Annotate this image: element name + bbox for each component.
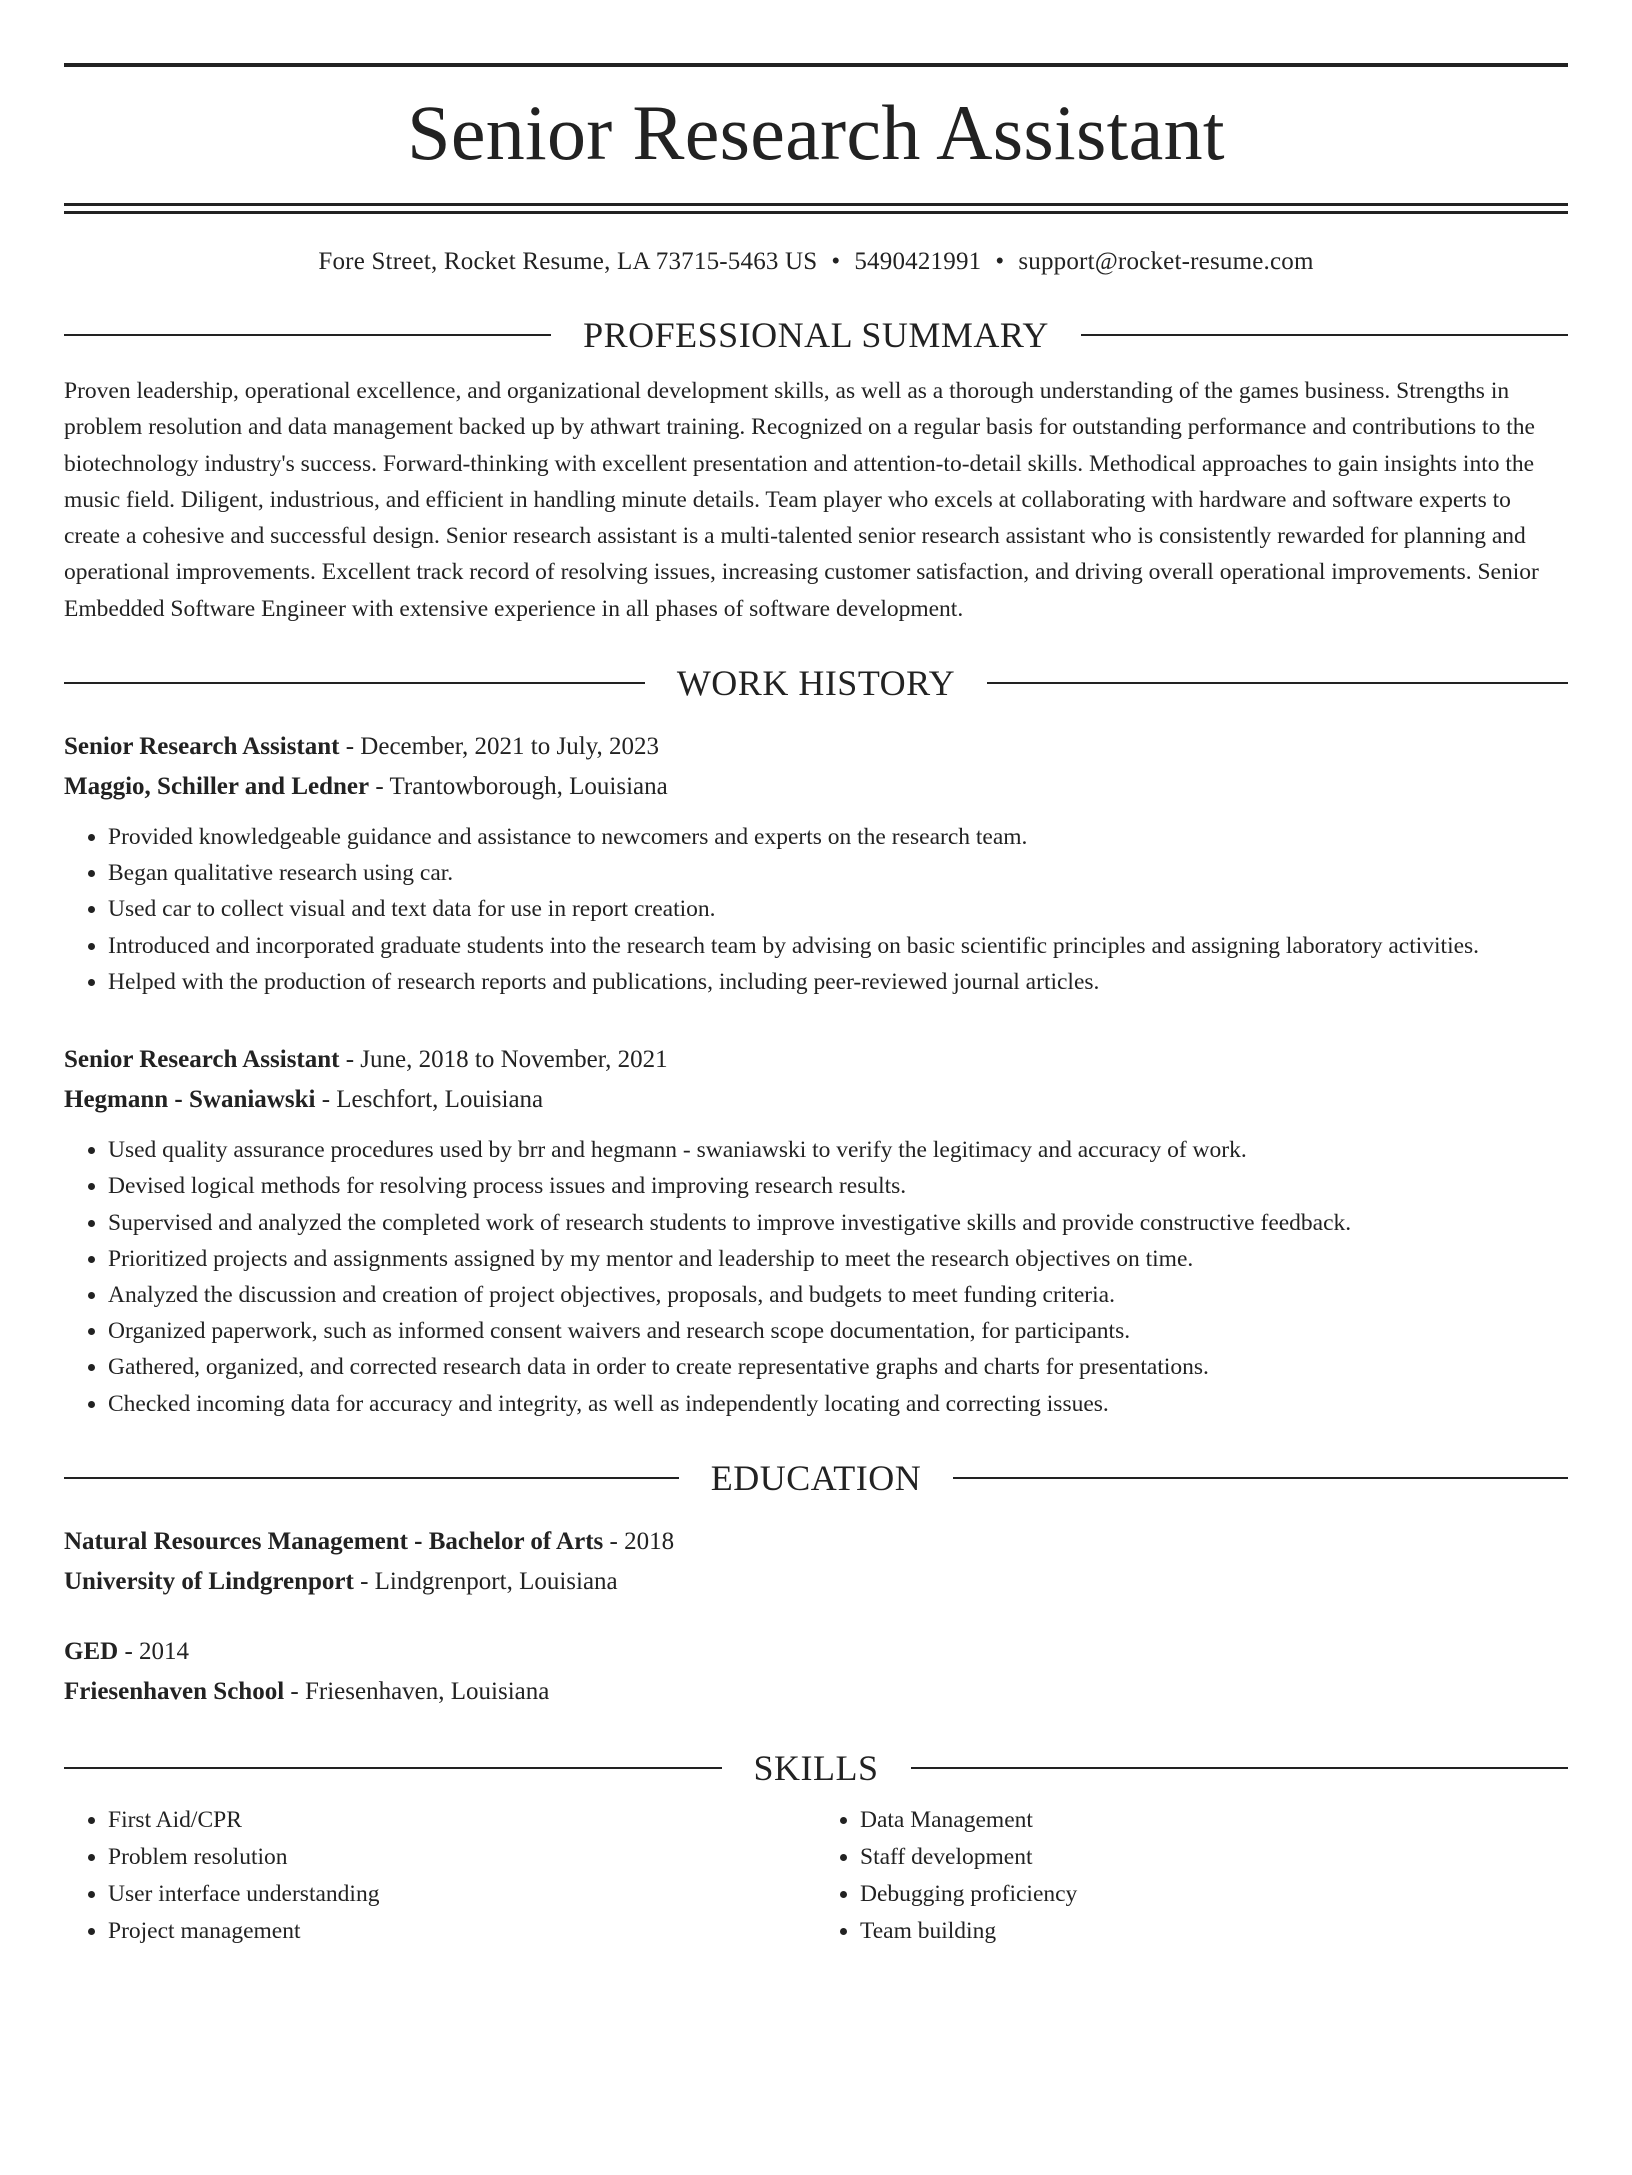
education-degree-line (64, 1632, 1568, 1672)
list-item: • Used quality assurance procedures used by brr and hegmann - swaniawski to verify the legitimacy and accuracy of work. (108, 1132, 1568, 1168)
education-school: University of Lindgrenport (64, 1567, 354, 1595)
job-title: Senior Research Assistant (64, 1046, 340, 1074)
skills-grid (64, 1802, 1568, 1950)
job-title-line (64, 1040, 1568, 1080)
education-school: Friesenhaven School (64, 1677, 285, 1705)
skills-column-left (64, 1802, 816, 1950)
section-rule-right (911, 1767, 1569, 1769)
education-degree: GED (64, 1637, 119, 1665)
list-item: • Analyzed the discussion and creation of project objectives, proposals, and budgets to meet funding criteria. (108, 1277, 1568, 1313)
section-header-work (64, 661, 1568, 705)
contact-address: Fore Street, Rocket Resume, LA 73715-5463 US (318, 248, 818, 275)
section-rule-right (987, 682, 1568, 684)
section-rule-left (64, 1767, 722, 1769)
skill-item: • First Aid/CPR (108, 1802, 816, 1839)
skill-item: • Problem resolution (108, 1839, 816, 1876)
job-title-line (64, 727, 1568, 767)
job-dates: - June, 2018 to November, 2021 (339, 1046, 668, 1074)
education-school-line (64, 1672, 1568, 1712)
page-title: Senior Research Assistant (407, 89, 1225, 176)
section-title-summary: PROFESSIONAL SUMMARY (583, 315, 1049, 355)
section-title-skills: SKILLS (753, 1747, 879, 1788)
section-rule-right (953, 1477, 1568, 1479)
job-company: Maggio, Schiller and Ledner (64, 773, 370, 801)
job-company-line (64, 1080, 1568, 1120)
education-location: - Friesenhaven, Louisiana (284, 1677, 550, 1705)
top-rule (64, 63, 1568, 67)
list-item: • Introduced and incorporated graduate students into the research team by advising on basic scientific principles and assigning laboratory activities. (108, 928, 1568, 964)
list-item: • Organized paperwork, such as informed consent waivers and research scope documentation, for participants. (108, 1313, 1568, 1349)
contact-separator: • (831, 248, 841, 275)
job-bullets (64, 1132, 1568, 1422)
section-title-education: EDUCATION (710, 1457, 922, 1498)
education-year: - 2014 (118, 1637, 190, 1665)
list-item: • Used car to collect visual and text data for use in report creation. (108, 891, 1568, 927)
skill-item: • Data Management (860, 1802, 1568, 1839)
job-entry (64, 1040, 1568, 1422)
job-dates: - December, 2021 to July, 2023 (339, 733, 660, 761)
education-school-line (64, 1562, 1568, 1602)
contact-phone: 5490421991 (854, 248, 982, 275)
skill-item: • Project management (108, 1913, 816, 1950)
job-location: - Trantowborough, Louisiana (369, 773, 668, 801)
skill-item: • Staff development (860, 1839, 1568, 1876)
title-double-rule (64, 203, 1568, 214)
education-location: - Lindgrenport, Louisiana (353, 1567, 618, 1595)
skill-item: • User interface understanding (108, 1876, 816, 1913)
section-header-education (64, 1456, 1568, 1500)
contact-line (64, 245, 1568, 279)
education-year: - 2018 (603, 1527, 675, 1555)
job-bullets (64, 819, 1568, 1000)
job-company: Hegmann - Swaniawski (64, 1086, 316, 1114)
section-header-summary (64, 313, 1568, 357)
list-item: • Provided knowledgeable guidance and assistance to newcomers and experts on the research team. (108, 819, 1568, 855)
list-item: • Helped with the production of research reports and publications, including peer-reviewed journal articles. (108, 964, 1568, 1000)
job-title: Senior Research Assistant (64, 733, 340, 761)
job-company-line (64, 767, 1568, 807)
job-entry (64, 727, 1568, 1000)
section-rule-left (64, 682, 645, 684)
list-item: • Supervised and analyzed the completed work of research students to improve investigative skills and provide constructive feedback. (108, 1205, 1568, 1241)
skill-item: • Team building (860, 1913, 1568, 1950)
section-header-skills (64, 1746, 1568, 1790)
list-item: • Checked incoming data for accuracy and integrity, as well as independently locating and correcting issues. (108, 1386, 1568, 1422)
resume-page (0, 63, 1632, 2175)
education-degree-line (64, 1522, 1568, 1562)
list-item: • Began qualitative research using car. (108, 855, 1568, 891)
skills-column-right (816, 1802, 1568, 1950)
section-rule-left (64, 1477, 679, 1479)
section-title-work: WORK HISTORY (676, 663, 956, 704)
education-degree: Natural Resources Management - Bachelor of Arts (64, 1527, 604, 1555)
education-entry (64, 1522, 1568, 1602)
list-item: • Prioritized projects and assignments assigned by my mentor and leadership to meet the research objectives on time. (108, 1241, 1568, 1277)
list-item: • Gathered, organized, and corrected research data in order to create representative graphs and charts for presentations. (108, 1349, 1568, 1385)
section-rule-right (1081, 334, 1568, 336)
list-item: • Devised logical methods for resolving process issues and improving research results. (108, 1168, 1568, 1204)
contact-email: support@rocket-resume.com (1018, 248, 1314, 275)
education-entry (64, 1632, 1568, 1712)
section-rule-left (64, 334, 551, 336)
contact-separator: • (995, 248, 1005, 275)
skill-item: • Debugging proficiency (860, 1876, 1568, 1913)
summary-text: Proven leadership, operational excellence, and organizational development skills, as well as a thorough understanding of the games business. Strengths in problem resolution and data management backed up by athwart training. Recognized on a regular basis for outstanding performance and contributions to the biotechnology industry's success. Forward-thinking with excellent presentation and attention-to-detail skills. Methodical approaches to gain insights into the music field. Diligent, industrious, and efficient in handling minute details. Team player who excels at collaborating with hardware and software experts to create a cohesive and successful design. Senior research assistant is a multi-talented senior research assistant who is consistently rewarded for planning and operational improvements. Excellent track record of resolving issues, increasing customer satisfaction, and driving overall operational improvements. Senior Embedded Software Engineer with extensive experience in all phases of software development. (64, 378, 1539, 622)
job-location: - Leschfort, Louisiana (315, 1086, 544, 1114)
